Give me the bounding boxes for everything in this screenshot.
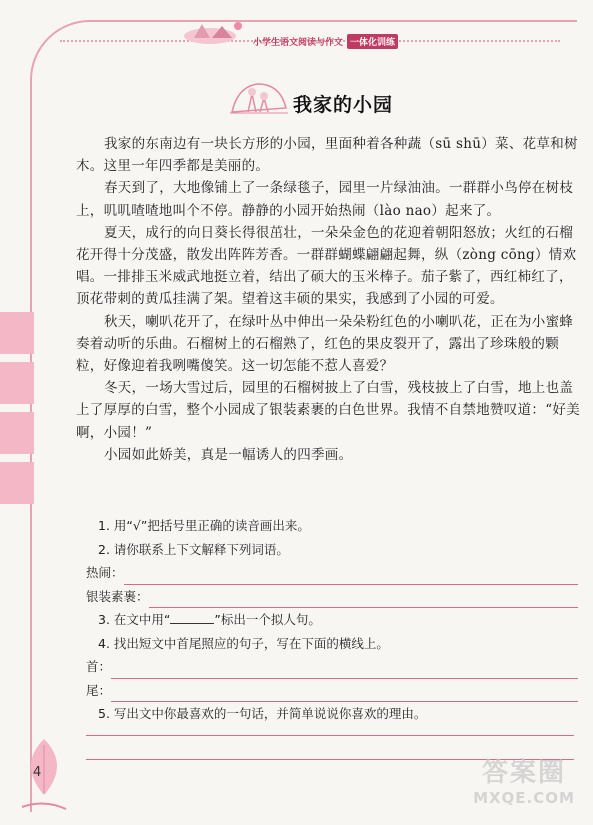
answer-row-tail — [86, 679, 588, 703]
question-5: 5. 写出文中你最喜欢的一句话，并简单说说你喜欢的理由。 — [98, 706, 427, 721]
answer-row-renao — [86, 561, 588, 585]
answer-line-head[interactable] — [111, 662, 578, 679]
leaf-decoration-icon — [14, 735, 74, 815]
paragraph-4: 秋天，喇叭花开了，在绿叶丛中伸出一朵朵粉红色的小喇叭花，正在为小蜜蜂奏着动听的乐曲。石榴树上的石榴熟了，红色的果皮裂开了，露出了珍珠般的颗粒，好像迎着我咧嘴傻笑。这一切怎能不惹人喜爱？ — [76, 313, 574, 375]
answer-label-yinzhuang: 银装素裹： — [86, 588, 149, 604]
paragraph-3: 夏天，成行的向日葵长得很茁壮，一朵朵金色的花迎着朝阳怒放；火红的石榴花开得十分茂盛，散发出阵阵芳香。一群群蝴蝶翩翩起舞，纵（zòng cōng）情欢唱。一排排玉米威武地挺立着，结出了硕大的玉米棒子。茄子紫了，西红柿红了，顶花带刺的黄瓜挂满了架。望着这丰硕的果实，我感到了小园的可爱。 — [76, 224, 577, 308]
header-illustration-icon — [180, 18, 250, 48]
side-tab-3 — [0, 412, 34, 454]
watermark-text: 答案圈 — [481, 758, 566, 788]
question-2: 2. 请你联系上下文解释下列词语。 — [98, 541, 289, 557]
question-3 — [98, 608, 588, 632]
answer-line-renao[interactable] — [124, 568, 578, 585]
side-tab-1 — [0, 312, 34, 354]
side-tab-4 — [0, 462, 34, 504]
question-4: 4. 找出短文中首尾照应的句子，写在下面的横线上。 — [98, 635, 389, 651]
question-1: 1. 用“√”把括号里正确的读音画出来。 — [98, 518, 310, 533]
article-title: 我家的小园 — [293, 94, 394, 116]
paragraph-1: 我家的东南边有一块长方形的小园，里面种着各种蔬（sū shū）菜、花草和树木。这里一年四季都是美丽的。 — [76, 136, 578, 175]
question-3-post: ”标出一个拟人句。 — [214, 612, 321, 627]
watermark-logo — [458, 752, 590, 822]
watermark-url: MXQE.COM — [473, 789, 575, 807]
series-tag: 一体化训练 — [347, 34, 398, 49]
answer-row-head — [86, 655, 588, 679]
garden-title-icon — [228, 78, 290, 118]
paragraph-5: 冬天，一场大雪过后，园里的石榴树披上了白雪，残枝披上了白雪，地上也盖上了厚厚的白雪，整个小园成了银装素裹的白色世界。我情不自禁地赞叹道：“好美啊，小园！” — [76, 380, 581, 441]
answer-line-yinzhuang[interactable] — [149, 591, 578, 608]
series-name: 小学生语文阅读与作文 — [253, 37, 344, 48]
paragraph-6: 小园如此娇美，真是一幅诱人的四季画。 — [104, 446, 353, 463]
question-3-pre: 3. 在文中用“ — [98, 612, 171, 627]
side-tab-2 — [0, 362, 34, 404]
underline-sample — [170, 611, 214, 624]
answer-label-tail: 尾： — [86, 682, 112, 698]
page-number: 4 — [33, 765, 42, 780]
answer-line-tail[interactable] — [111, 685, 578, 702]
answer-line-q5-1[interactable] — [86, 735, 574, 736]
answer-label-renao: 热闹： — [86, 565, 124, 580]
answer-row-yinzhuang — [86, 585, 588, 609]
article-body — [76, 133, 586, 466]
answer-label-head: 首： — [86, 659, 112, 674]
series-header — [253, 34, 453, 48]
questions-section — [86, 514, 588, 726]
paragraph-2: 春天到了，大地像铺上了一条绿毯子，园里一片绿油油。一群群小鸟停在树枝上，叽叽喳喳地叫个不停。静静的小园开始热闹（lào nao）起来了。 — [76, 180, 574, 219]
